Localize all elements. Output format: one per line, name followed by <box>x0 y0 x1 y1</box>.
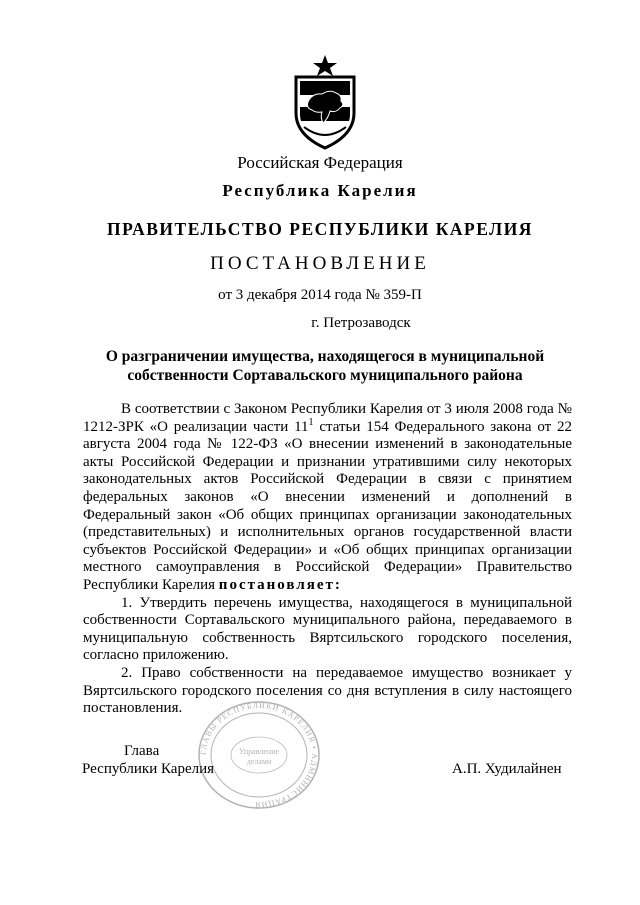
document-type: ПОСТАНОВЛЕНИЕ <box>210 253 430 274</box>
signatory-title-line: Республики Карелия <box>82 761 215 777</box>
document-body <box>83 401 572 718</box>
resolves-keyword: постановляет: <box>218 576 342 593</box>
stamp-center-text: Управление <box>238 747 280 756</box>
karelia-coat-of-arms-emblem <box>290 55 360 150</box>
federation-heading: Российская Федерация <box>237 153 403 172</box>
document-title <box>100 347 550 385</box>
document-date-number: от 3 декабря 2014 года № 359-П <box>218 287 422 303</box>
republic-heading: Республика Карелия <box>222 181 418 200</box>
document-title-line: собственности Сортавальского муниципального района <box>127 367 523 384</box>
stamp-ring-textpath: ГЛАВЫ РЕСПУБЛИКИ КАРЕЛИЯ • АДМИНИСТРАЦИЯ <box>198 700 320 810</box>
stamp-center-text: делами <box>246 757 272 766</box>
preamble-text: В соответствии с Законом Республики Карелия от 3 июля 2008 года № 1212-ЗРК «О реализации части 11 <box>83 401 572 435</box>
signatory-name: А.П. Худилайнен <box>452 761 562 777</box>
document-city: г. Петрозаводск <box>311 315 411 331</box>
resolution-item-1: 1. Утвердить перечень имущества, находящегося в муниципальной собственности Сортавальского муниципального района, передаваемого в муниципальную собственность Вяртсильского городского поселения, согласно приложению. <box>83 594 572 664</box>
document-title-line: О разграничении имущества, находящегося в муниципальной <box>105 348 545 365</box>
government-heading: ПРАВИТЕЛЬСТВО РЕСПУБЛИКИ КАРЕЛИЯ <box>107 219 533 239</box>
signatory-title-line: Глава <box>124 743 160 759</box>
resolution-item-2: 2. Право собственности на передаваемое имущество возникает у Вяртсильского городского поселения со дня вступления в силу настоящего постановления. <box>83 664 572 717</box>
superscript: 1 <box>308 416 314 428</box>
official-seal-stamp <box>194 698 324 813</box>
preamble-text: статьи 154 Федерального закона от 22 августа 2004 года № 122-ФЗ «О внесении изменений в законодательные акты Российской Федерации и признании утратившими силу некоторых законодательных актов Российской Федерации в связи с принятием федеральных законов «О внесении изменений и дополнений в Федеральный закон «Об общих принципах организации законодательных (представительных) и исполнительных органов государственной власти субъектов Российской Федерации» и «Об общих принципах организации местного самоуправления в Российской Федерации» Правительство Республики Карелия <box>83 418 572 593</box>
preamble-paragraph <box>83 401 572 595</box>
